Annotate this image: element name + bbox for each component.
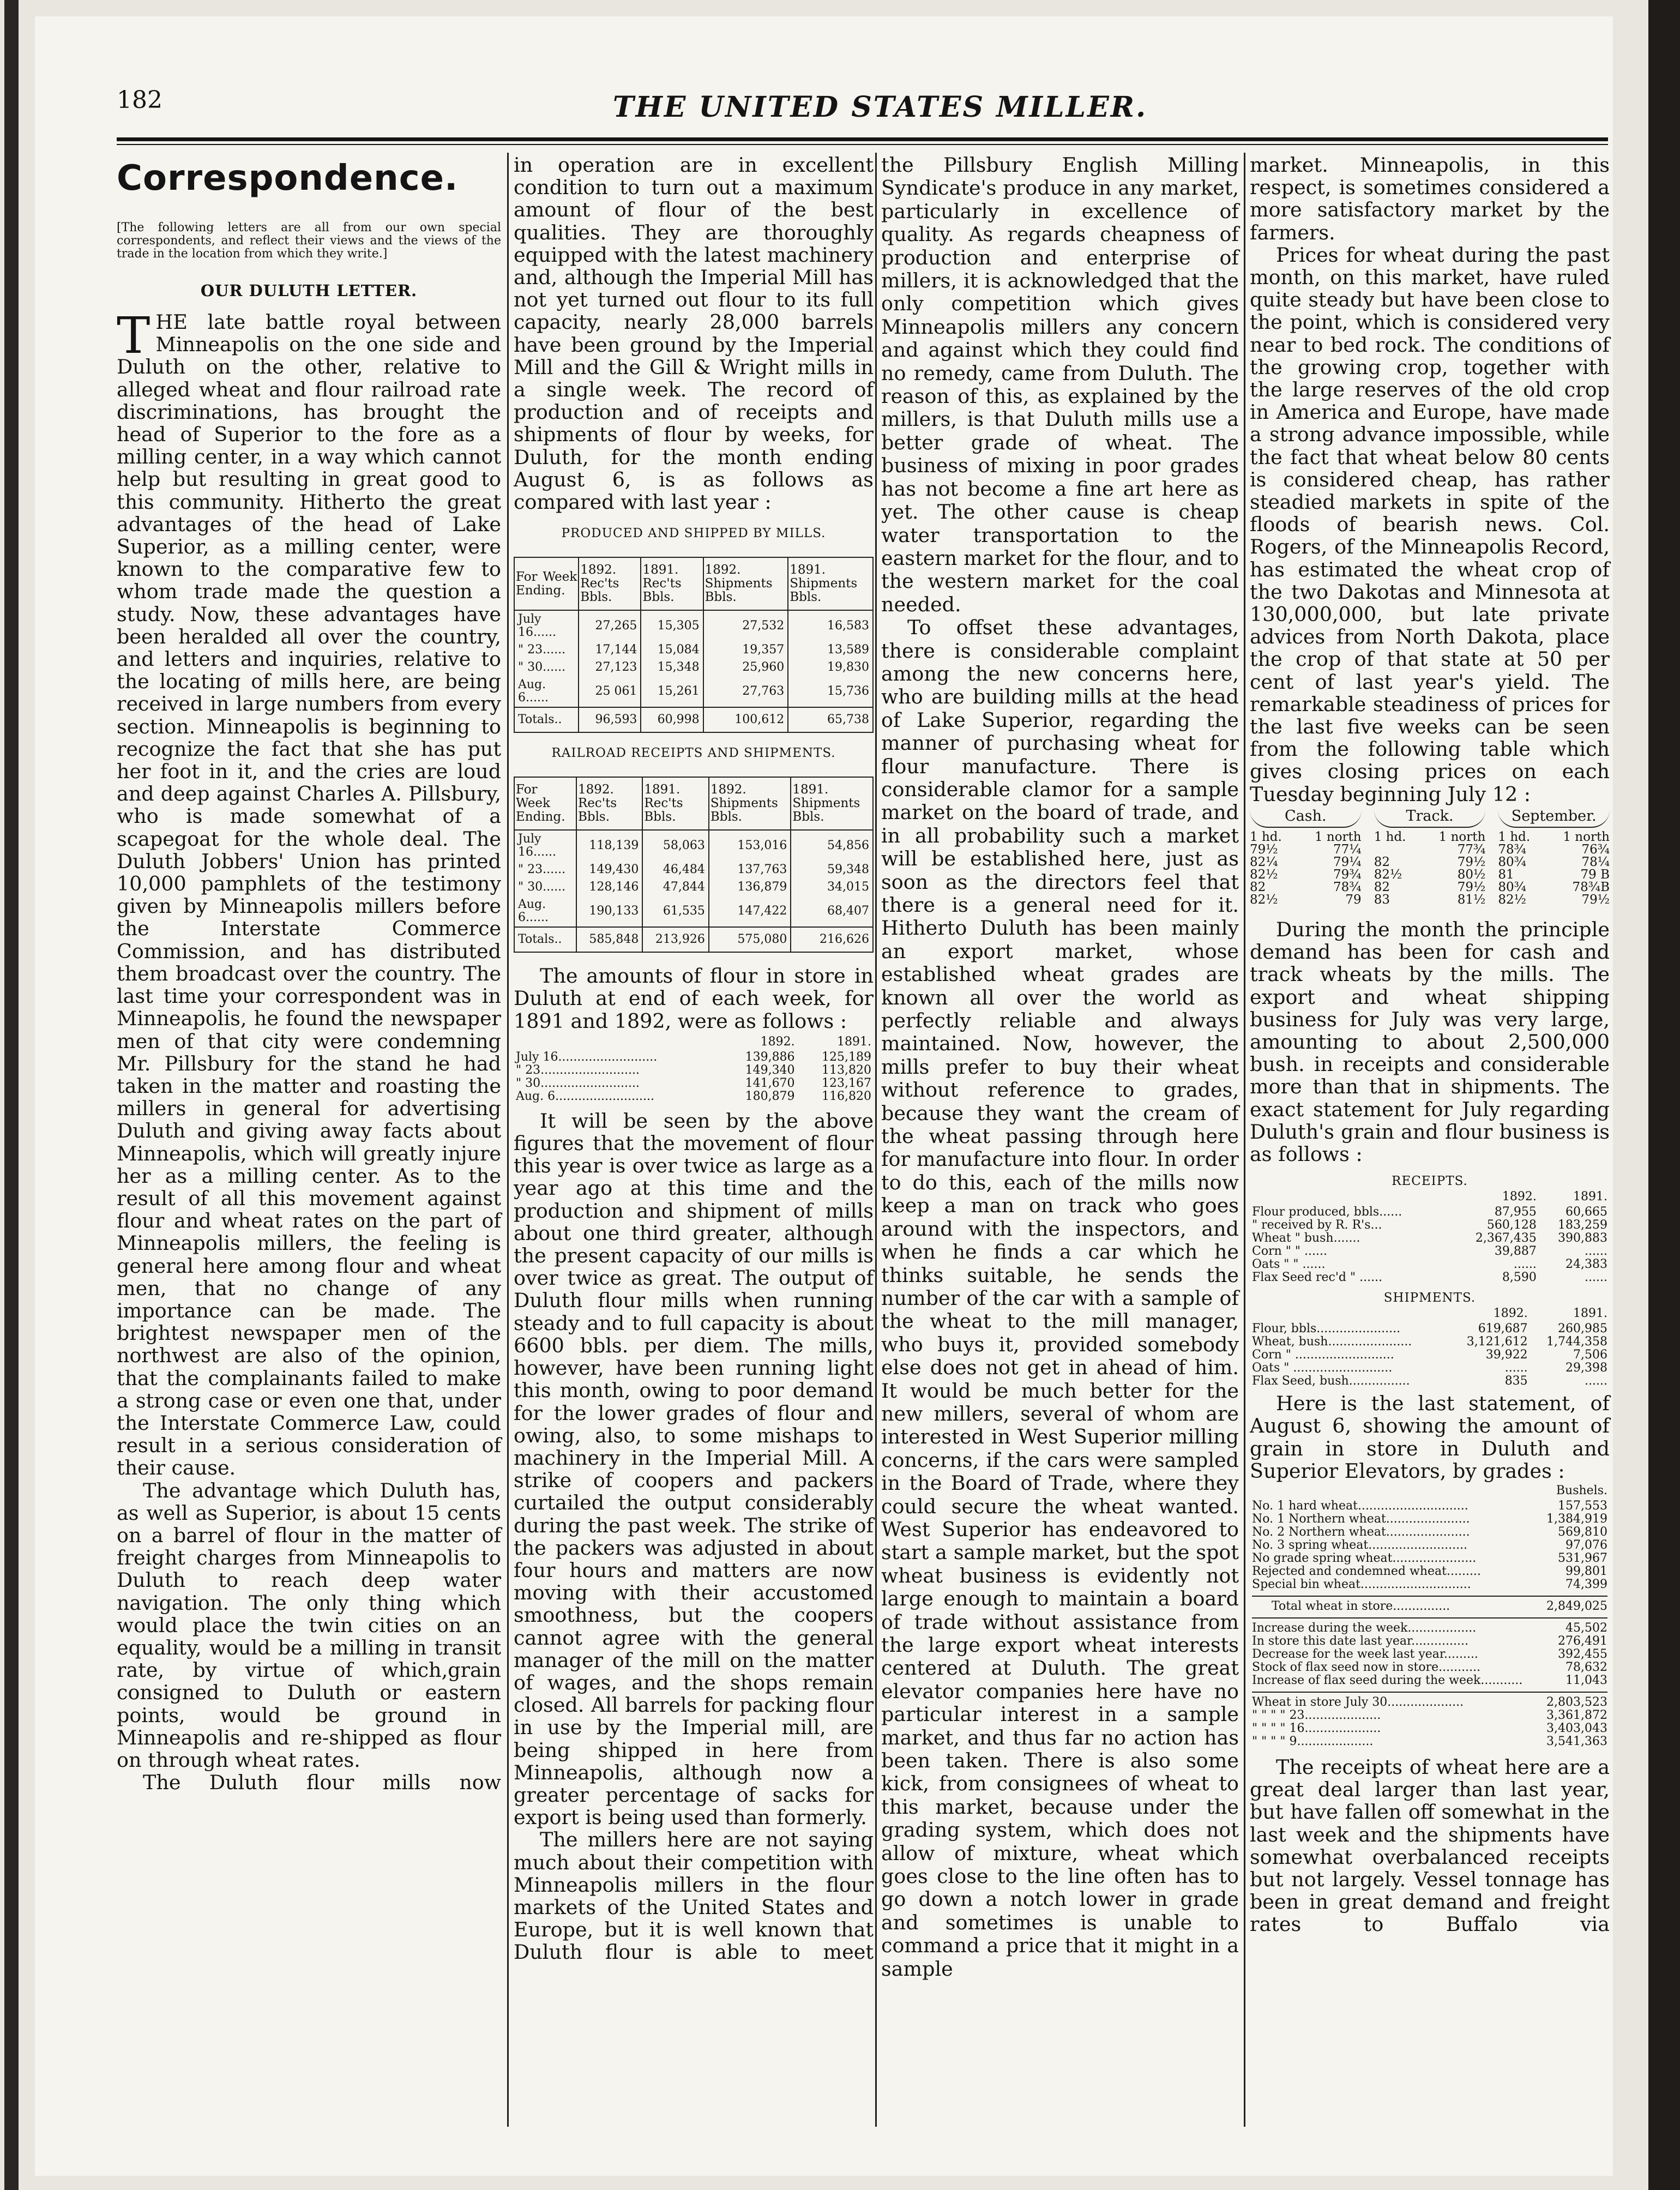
table-total-row: Total wheat in store............... 2,849,025: [1272, 1599, 1607, 1613]
table-rule: [1252, 1692, 1607, 1693]
column-4: [1250, 154, 1610, 1936]
running-head: THE UNITED STATES MILLER.: [612, 91, 1148, 124]
table-row: Stock of flax seed now in store........... 78,632: [1252, 1660, 1607, 1674]
table-caption: RECEIPTS.: [1392, 1174, 1468, 1189]
page-number: 182: [117, 86, 162, 114]
article-paragraph: Here is the last statement, of August 6, showing the amount of grain in store in Duluth and Superior Elevators, by grades :: [1250, 1392, 1610, 1483]
column-separator: [875, 153, 877, 2127]
table-header: 1892.: [1502, 1190, 1537, 1204]
table-header: 1892.: [1493, 1307, 1528, 1321]
table-header: 1892.: [760, 1034, 795, 1049]
table-row: Aug. 6.......................... 180,879 116,820: [516, 1089, 871, 1103]
table-row: No. 2 Northern wheat...................... 569,810: [1252, 1525, 1607, 1539]
table-total-row: Totals.. 585,848 213,926 575,080 216,626: [514, 927, 873, 952]
table-row: Rejected and condemned wheat......... 99,801: [1252, 1564, 1607, 1578]
table-row: July 16...... 118,139 58,063 153,016 54,856: [514, 830, 873, 861]
table-header: 1891.: [1573, 1307, 1607, 1321]
table-row: July 16...... 27,265 15,305 27,532 16,583: [514, 610, 873, 641]
table-header: 1891. Rec'ts Bbls.: [641, 557, 703, 610]
header-rule: [117, 137, 1608, 141]
table-total-row: Totals.. 96,593 60,998 100,612 65,738: [514, 707, 873, 732]
binding-shadow: [4, 0, 19, 2190]
table-header: 1891. Shipments Bbls.: [788, 557, 873, 610]
newspaper-page: [35, 16, 1613, 2176]
mills-production-table: [514, 557, 874, 733]
scan-edge: [1648, 0, 1680, 2190]
table-row: Aug. 6...... 25 061 15,261 27,763 15,736: [514, 676, 873, 707]
table-row: Oats " .......................... ...... 29,398: [1252, 1361, 1607, 1375]
table-row: Increase of flax seed during the week........... 11,043: [1252, 1673, 1607, 1687]
article-paragraph: The advantage which Duluth has, as well as Superior, is about 15 cents on a barrel of flour in the matter of freight charges from Minneapolis to Duluth to reach deep water navigation. The only thing which would place the twin cities on an equality, would be a milling in transit rate, by virtue of which,grain consigned to Duluth or eastern points, would be ground in Minneapolis and re-shipped as flour on through wheat rates.: [117, 1478, 501, 1772]
table-row: " 30.......................... 141,670 123,167: [516, 1076, 871, 1090]
table-row: Decrease for the week last year......... 392,455: [1252, 1647, 1607, 1661]
table-caption: PRODUCED AND SHIPPED BY MILLS.: [561, 526, 826, 541]
table-caption: SHIPMENTS.: [1383, 1291, 1476, 1305]
header-rule-thin: [117, 144, 1608, 145]
table-row: July 16.......................... 139,886 125,189: [516, 1050, 871, 1064]
column-separator: [1244, 153, 1245, 2127]
table-row: " 23...... 149,430 46,484 137,763 59,348: [514, 861, 873, 879]
article-paragraph: The millers here are not saying much about their competition with Minneapolis millers in the flour markets of the United States and Europe, but it is well known that Duluth flour is able to meet: [514, 1828, 874, 1964]
table-row: Oats " " ...... ...... 24,383: [1252, 1258, 1607, 1272]
flour-in-store-table: [514, 1036, 874, 1103]
section-title: Correspondence.: [117, 158, 459, 198]
price-group-cash: Cash. 1 hd. 1 north 79½ 77¼ 82¼ 79¼ 82½ 79¾ 82 78¾ 82½ 79: [1250, 807, 1362, 907]
table-row: " " " " 16.................... 3,403,043: [1252, 1721, 1607, 1735]
table-row: " received by R. R's... 560,128 183,259: [1252, 1218, 1607, 1232]
table-row: Wheat, bush...................... 3,121,612 1,744,358: [1252, 1335, 1607, 1349]
column-3: [881, 154, 1239, 1981]
article-paragraph: The receipts of wheat here are a great deal larger than last year, but have fallen off somewhat in the last week and the shipments have somewhat overbalanced receipts but not largely. Vessel tonnage has been in great demand and freight rates to Buffalo via: [1250, 1755, 1610, 1936]
table-header: For Week Ending.: [514, 777, 576, 830]
table-row: No. 1 hard wheat............................. 157,553: [1252, 1499, 1607, 1513]
table-row: Corn " " ...... 39,887 ......: [1252, 1244, 1607, 1259]
table-row: " " " " 9.................... 3,541,363: [1252, 1734, 1607, 1748]
receipts-table: [1250, 1190, 1610, 1284]
table-header: 1892. Shipments Bbls.: [709, 777, 791, 830]
railroad-table: [514, 777, 874, 953]
article-paragraph: During the month the principle demand has been for cash and track wheats by the mills. The export and wheat shipping business for July was very large, amounting to about 2,500,000 bush. in receipts and considerable more than that in shipments. The exact statement for July regarding Duluth's grain and flour business is as follows :: [1250, 917, 1610, 1166]
table-header: 1891.: [1573, 1190, 1607, 1204]
table-row: No. 3 spring wheat.......................... 97,076: [1252, 1538, 1607, 1552]
table-header: 1891.: [837, 1034, 871, 1049]
table-row: Special bin wheat............................. 74,399: [1252, 1577, 1607, 1591]
article-paragraph: The amounts of flour in store in Duluth at end of each week, for 1891 and 1892, were as follows :: [514, 964, 874, 1033]
table-row: Flour, bbls...................... 619,687 260,985: [1252, 1322, 1607, 1336]
table-row: Flax Seed, bush................ 835 ......: [1252, 1374, 1607, 1388]
table-row: No. 1 Northern wheat...................... 1,384,919: [1252, 1512, 1607, 1526]
table-rule: [1252, 1617, 1607, 1619]
article-paragraph: Prices for wheat during the past month, on this market, have ruled quite steady but have been close to the point, which is considered very near to bed rock. The conditions of the growing crop, together with the large reserves of the old crop in America and Europe, have made a strong advance impossible, while the fact that wheat below 80 cents is considered cheap, has rather steadied markets in spite of the floods of bearish news. Col. Rogers, of the Minneapolis Record, has estimated the wheat crop of the two Dakotas and Minnesota at 130,000,000, but late private advices from North Dakota, place the crop of that state at 50 per cent of last year's yield. The remarkable steadiness of prices for the last five weeks can be seen from the following table which gives closing prices on each Tuesday beginning July 12 :: [1250, 243, 1610, 806]
price-group-track: Track. 1 hd. 1 north 77¾ 82 79½ 82½ 80½ 82 79½ 83 81½: [1374, 807, 1486, 907]
table-header: 1891. Rec'ts Bbls.: [642, 777, 708, 830]
table-row: " 23.......................... 149,340 113,820: [516, 1063, 871, 1077]
column-1: [117, 154, 501, 1794]
table-row: Corn " .......................... 39,922 7,506: [1252, 1348, 1607, 1362]
table-caption: RAILROAD RECEIPTS AND SHIPMENTS.: [551, 746, 836, 761]
table-header: Bushels.: [1556, 1483, 1607, 1497]
table-row: Aug. 6...... 190,133 61,535 147,422 68,407: [514, 896, 873, 927]
article-paragraph: in operation are in excellent condition to turn out a maximum amount of flour of the best qualities. They are thoroughly equipped with the latest machinery and, although the Imperial Mill has not yet turned out flour to its full capacity, nearly 28,000 barrels have been ground by the Imperial Mill and the Gill & Wright mills in a single week. The record of production and of receipts and shipments of flour by weeks, for Duluth, for the month ending August 6, is as follows as compared with last year :: [514, 153, 874, 514]
table-row: Increase during the week.................. 45,502: [1252, 1621, 1607, 1635]
grades-table: [1250, 1484, 1610, 1748]
table-row: Flour produced, bbls...... 87,955 60,665: [1252, 1205, 1607, 1219]
article-paragraph: The Duluth flour mills now: [143, 1771, 501, 1795]
editor-note: [The following letters are all from our own special correspondents, and reflect their views and the views of the trade in the location from which they write.]: [117, 221, 501, 261]
table-row: In store this date last year............... 276,491: [1252, 1634, 1607, 1648]
article-paragraph: the Pillsbury English Milling Syndicate's produce in any market, particularly in excellence of quality. As regards cheapness of production and enterprise of millers, it is acknowledged that the only competition which gives Minneapolis millers any concern and against which they could find no remedy, came from Duluth. The reason of this, as explained by the millers, is that Duluth mills use a better grade of wheat. The business of mixing in poor grades has not become a fine art here as yet. The other cause is cheap water transportation to the eastern market for the flour, and to the western market for the coal needed.: [881, 153, 1239, 616]
column-2: [514, 154, 874, 1964]
table-header: For Week Ending.: [514, 557, 579, 610]
price-group-september: September. 1 hd. 1 north 78¾ 76¾ 80¾ 78¼ 81 79 B 80¾ 78¾B 82½ 79½: [1498, 807, 1610, 907]
table-row: " 30...... 27,123 15,348 25,960 19,830: [514, 659, 873, 676]
table-header: 1892. Rec'ts Bbls.: [579, 557, 641, 610]
table-rule: [1252, 1596, 1607, 1597]
drop-cap: T: [117, 306, 150, 365]
table-row: Flax Seed rec'd " ...... 8,590 ......: [1252, 1271, 1607, 1285]
table-header: 1891. Shipments Bbls.: [791, 777, 873, 830]
article-paragraph: It will be seen by the above figures that the movement of flour this year is over twice as large as a year ago at this time and the production and shipment of mills about one third greater, although the present capacity of our mills is over twice as great. The output of Duluth flour mills when running steady and to full capacity is about 6600 bbls. per diem. The mills, however, have been running light this month, owing to poor demand for the lower grades of flour and owing, also, to some mishaps to machinery in the Imperial Mill. A strike of coopers and packers curtailed the output considerably during the past week. The strike of the packers was adjusted in about four hours and matters are now moving with their accustomed smoothness, but the coopers cannot agree with the general manager of the mill on the matter of wages, and the shops remain closed. All barrels for packing flour in use by the Imperial mill, are being shipped in here from Minneapolis, although now a greater percentage of sacks for export is being used than formerly.: [514, 1109, 874, 1830]
article-paragraph: market. Minneapolis, in this respect, is sometimes considered a more satisfactory market by the farmers.: [1250, 153, 1610, 244]
table-row: " 23...... 17,144 15,084 19,357 13,589: [514, 641, 873, 659]
table-row: " " " " 23.................... 3,361,872: [1252, 1708, 1607, 1722]
article-paragraph: THE late battle royal between Minneapolis on the one side and Duluth on the other, relative to alleged wheat and flour railroad rate discriminations, has brought the head of Superior to the fore as a milling center, in a way which cannot help but resulting in great good to this community. Hitherto the great advantages of the head of Lake Superior, as a milling center, were known to the comparative few to whom trade made the question a study. Now, these advantages have been heralded all over the country, and letters and inquiries, relative to the locating of mills here, are being received in large numbers from every section. Minneapolis is beginning to recognize the fact that she has put her foot in it, and the cries are loud and deep against Charles A. Pillsbury, who is made somewhat of a scapegoat for the whole deal. The Duluth Jobbers' Union has printed 10,000 pamphlets of the testimony given by Minneapolis millers before the Interstate Commerce Commission, and has distributed them broadcast over the country. The last time your correspondent was in Minneapolis, he found the newspaper men of that city were condemning Mr. Pillsbury for the stand he had taken in the matter and roasting the millers in general for advertising Duluth and giving away facts about Minneapolis, which will greatly injure her as a milling center. As to the result of all this movement against flour and wheat rates on the part of Minneapolis millers, the feeling is general here among flour and wheat men, that no change of any importance can be made. The brightest newspaper men of the northwest are also of the opinion, that the complainants failed to make a strong case or even one that, under the Interstate Commerce Law, could result in a serious consideration of their cause.: [117, 306, 501, 1480]
table-row: Wheat " bush....... 2,367,435 390,883: [1252, 1231, 1607, 1246]
article-paragraph: To offset these advantages, there is considerable complaint among the new concerns here, who are building mills at the head of Lake Superior, regarding the manner of purchasing wheat for flour manufacture. There is considerable clamor for a sample market on the board of trade, and in all probability such a market will be established here, just as soon as the directors feel that there is a general need for it. Hitherto Duluth has been mainly an export market, whose established wheat grades are known all over the world as perfectly reliable and always maintained. Now, however, the mills prefer to buy their wheat without reference to grades, because they want the cream of the wheat passing through here for manufacture into flour. In order to do this, each of the mills now keep a man on track who goes around with the inspectors, and when he finds a car which he thinks suitable, he sends the number of the car with a sample of the wheat to the mill manager, who buys it, provided somebody else does not get in ahead of him. It would be much better for the new millers, several of whom are interested in West Superior milling concerns, if the cars were sampled in the Board of Trade, where they could secure the wheat wanted. West Superior has endeavored to start a sample market, but the spot wheat business is evidently not large enough to maintain a board of trade without assistance from the large export wheat interests centered at Duluth. The great elevator companies here have no particular interest in a sample market, and thus far no action has been taken. There is also some kick, from consignees of wheat to this market, because under the grading system, which does not allow of mixture, wheat which goes close to the line often has to go down a notch lower in grade and sometimes is unable to command a price that it might in a sample: [881, 616, 1239, 1981]
table-header: 1892. Rec'ts Bbls.: [576, 777, 642, 830]
wheat-price-table: [1250, 807, 1610, 907]
table-row: No grade spring wheat...................... 531,967: [1252, 1551, 1607, 1565]
column-separator: [507, 153, 509, 2127]
table-row: " 30...... 128,146 47,844 136,879 34,015: [514, 879, 873, 896]
shipments-table: [1250, 1307, 1610, 1388]
table-header: 1892. Shipments Bbls.: [703, 557, 788, 610]
article-title: OUR DULUTH LETTER.: [200, 281, 418, 300]
table-row: Wheat in store July 30.................... 2,803,523: [1252, 1695, 1607, 1709]
